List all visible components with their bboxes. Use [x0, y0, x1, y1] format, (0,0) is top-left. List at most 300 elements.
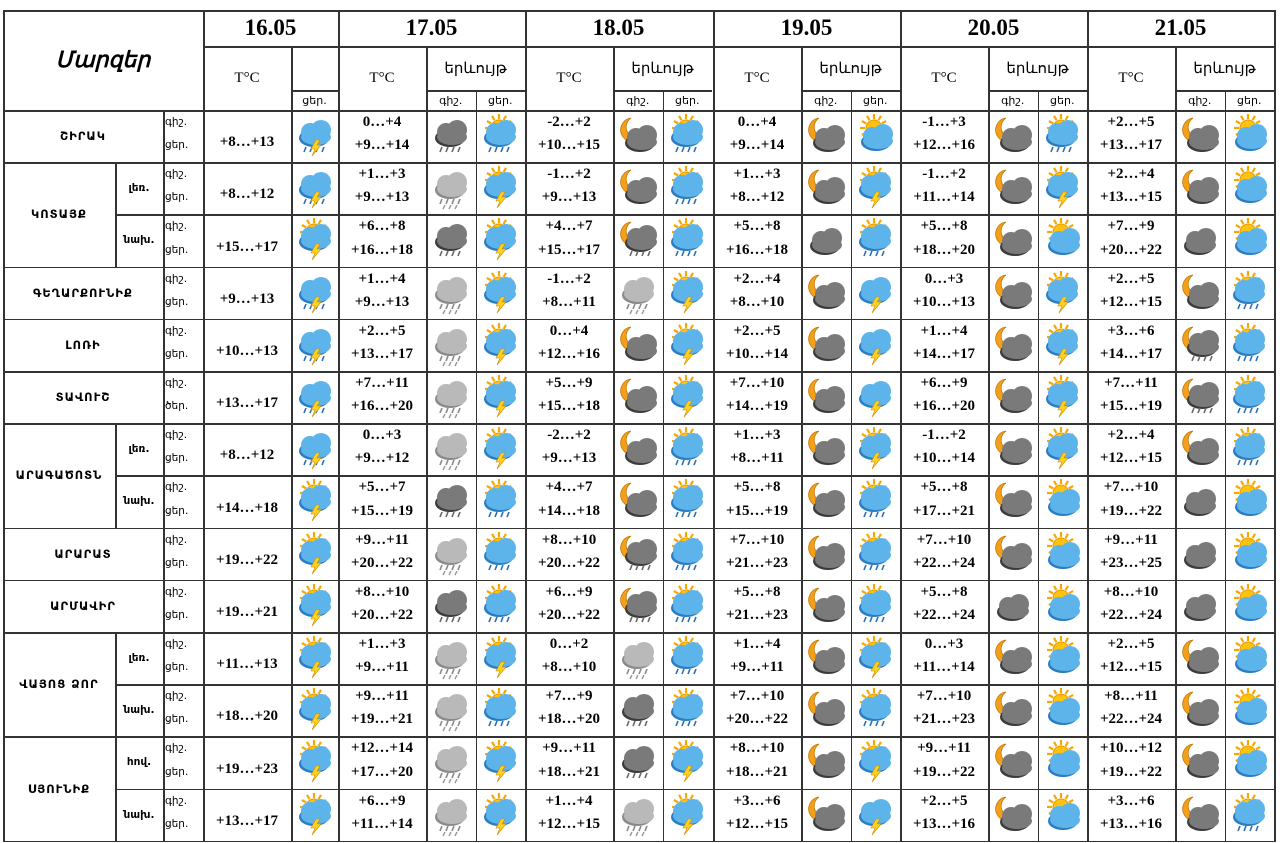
cloud-heavy-rain-icon [430, 532, 472, 576]
temperature-day: +20…+22 [537, 606, 601, 623]
moon-cloud-icon [992, 166, 1034, 210]
night-label: գիշ. [1001, 93, 1025, 107]
sun-cloud-rain-icon [851, 217, 901, 263]
sun-cloud-lightning-icon [666, 271, 708, 315]
cloud-rain-icon [613, 739, 663, 785]
moon-cloud-icon [801, 322, 851, 368]
moon-cloud-icon [801, 270, 851, 316]
temperature-night: +4…+7 [545, 218, 593, 235]
temperature-night: -1…+2 [547, 270, 591, 287]
moon-cloud-icon [1179, 793, 1221, 837]
temperature-night: 0…+3 [924, 636, 964, 652]
day-label: ցեր. [302, 93, 327, 107]
cloud-rain-icon [430, 479, 472, 523]
temperature-day: +20…+22 [725, 711, 789, 728]
day-label: ցեր. [165, 243, 189, 256]
temperature-night: +2…+5 [358, 322, 406, 339]
grid-line [1274, 10, 1276, 842]
moon-cloud-icon [801, 687, 851, 733]
zone-label: նախ. [123, 808, 155, 821]
grid-line [115, 423, 117, 527]
sun-cloud-icon [1225, 165, 1275, 211]
sun-cloud-lightning-icon [291, 531, 338, 577]
sun-cloud-lightning-icon [476, 217, 526, 263]
day-label: ցեր. [165, 765, 189, 778]
temperature-day: +13…+16 [912, 815, 976, 832]
moon-cloud-icon [617, 114, 659, 158]
sun-cloud-icon [1225, 739, 1275, 785]
moon-cloud-icon [805, 479, 847, 523]
sun-cloud-icon [1041, 688, 1083, 732]
region-name: ԱՐԱՐԱՏ [54, 546, 112, 561]
temperature-night: 0…+4 [362, 114, 402, 130]
grid-line [1038, 90, 1040, 841]
temperature-day: +16…+20 [912, 398, 976, 415]
temperature-night: +5…+8 [733, 583, 781, 600]
temperature-night: +9…+11 [355, 531, 409, 548]
cloud-lightning-icon [851, 270, 901, 316]
sun-cloud-lightning-icon [291, 687, 338, 733]
grid-line [115, 214, 1274, 216]
temperature-night: +5…+8 [920, 218, 968, 235]
cloud-rain-lightning-icon [294, 166, 336, 210]
temperature-day: +9…+11 [730, 659, 784, 676]
cloud-icon [801, 217, 851, 263]
temperature-day: +9…+11 [355, 659, 409, 676]
sun-cloud-lightning-icon [479, 271, 521, 315]
temp-header: T°C [556, 69, 582, 86]
moon-cloud-icon [1179, 166, 1221, 210]
sun-cloud-rain-icon [1225, 270, 1275, 316]
temperature-day: +14…+18 [215, 499, 279, 516]
grid-line [291, 46, 293, 841]
temperature-day: +9…+13 [219, 290, 275, 307]
day-label: ցեր. [165, 817, 189, 830]
night-label: գիշ. [165, 220, 188, 233]
cloud-lightning-icon [854, 793, 896, 837]
sun-cloud-lightning-icon [476, 374, 526, 420]
sun-cloud-lightning-icon [294, 218, 336, 262]
cloud-lightning-icon [851, 792, 901, 838]
temperature-night: +7…+9 [1107, 218, 1155, 235]
temperature-night: -2…+2 [547, 427, 591, 444]
sun-cloud-rain-icon [1038, 113, 1088, 159]
temperature-night: +2…+4 [1107, 427, 1155, 444]
moon-cloud-icon [805, 166, 847, 210]
cloud-heavy-rain-icon [430, 271, 472, 315]
moon-cloud-icon [805, 323, 847, 367]
moon-cloud-icon [1175, 270, 1225, 316]
temperature-night: +8…+10 [729, 740, 785, 757]
temperature-day: +16…+20 [350, 398, 414, 415]
grid-line [3, 110, 1274, 112]
temperature-day: +12…+15 [1099, 293, 1163, 310]
temperature-day: +18…+21 [725, 763, 789, 780]
region-name: ՇԻՐԱԿ [59, 129, 106, 144]
temperature-day: +20…+22 [537, 554, 601, 571]
temperature-day: +20…+22 [350, 606, 414, 623]
region-name: ԱՐԱԳԱԾՈՏՆ [15, 468, 103, 483]
moon-cloud-rain-icon [1179, 323, 1221, 367]
moon-cloud-icon [1179, 114, 1221, 158]
sun-cloud-lightning-icon [1038, 270, 1088, 316]
sun-cloud-icon [1041, 793, 1083, 837]
temperature-night: 0…+4 [549, 322, 589, 339]
moon-cloud-icon [805, 636, 847, 680]
sun-cloud-icon [1225, 113, 1275, 159]
temperature-day: +15…+19 [1099, 398, 1163, 415]
cloud-heavy-rain-icon [430, 636, 472, 680]
temperature-day: +16…+18 [725, 241, 789, 258]
temperature-night: +9…+11 [542, 740, 596, 757]
sun-cloud-rain-icon [666, 479, 708, 523]
grid-line [163, 110, 165, 841]
sun-cloud-rain-icon [476, 113, 526, 159]
sun-cloud-rain-icon [666, 166, 708, 210]
grid-line [338, 10, 340, 841]
grid-line [900, 10, 902, 841]
temperature-day: +11…+13 [216, 656, 278, 673]
moon-cloud-icon [988, 165, 1038, 211]
day-label: ցեր. [165, 347, 189, 360]
cloud-rain-icon [426, 583, 476, 629]
cloud-heavy-rain-icon [613, 635, 663, 681]
temperature-night: +2…+4 [1107, 166, 1155, 183]
phenomenon-header: երևույթ [1006, 60, 1069, 77]
temperature-day: +19…+22 [215, 551, 279, 568]
sun-cloud-lightning-icon [854, 427, 896, 471]
temperature-day: +18…+20 [215, 708, 279, 725]
temperature-day: +19…+23 [215, 760, 279, 777]
moon-cloud-icon [992, 218, 1034, 262]
moon-cloud-icon [801, 478, 851, 524]
cloud-icon [1175, 531, 1225, 577]
moon-cloud-icon [1175, 113, 1225, 159]
temperature-day: +8…+11 [730, 450, 784, 467]
temperature-day: +12…+16 [537, 345, 601, 362]
moon-cloud-icon [992, 271, 1034, 315]
temperature-night: +5…+7 [358, 479, 406, 496]
moon-cloud-rain-icon [613, 583, 663, 629]
grid-line [203, 46, 1274, 48]
moon-cloud-icon [988, 270, 1038, 316]
temperature-day: +14…+18 [537, 502, 601, 519]
sun-cloud-rain-icon [1228, 271, 1270, 315]
cloud-rain-icon [617, 688, 659, 732]
cloud-rain-lightning-icon [294, 114, 336, 158]
sun-cloud-rain-icon [854, 688, 896, 732]
date-header: 17.05 [405, 15, 458, 40]
moon-cloud-icon [988, 687, 1038, 733]
sun-cloud-lightning-icon [1041, 323, 1083, 367]
sun-cloud-rain-icon [854, 479, 896, 523]
temperature-day: +8…+12 [729, 189, 785, 206]
temperature-day: +9…+13 [354, 293, 410, 310]
moon-cloud-icon [1175, 635, 1225, 681]
sun-cloud-rain-icon [663, 583, 713, 629]
sun-cloud-rain-icon [663, 165, 713, 211]
sun-cloud-rain-icon [479, 584, 521, 628]
moon-cloud-icon [801, 426, 851, 472]
sun-cloud-lightning-icon [476, 792, 526, 838]
phenomenon-header: երևույթ [631, 60, 694, 77]
temperature-night: +2…+5 [1107, 270, 1155, 287]
temperature-day: +9…+14 [354, 137, 410, 154]
sun-cloud-lightning-icon [294, 532, 336, 576]
temperature-night: +1…+3 [733, 166, 781, 183]
cloud-heavy-rain-icon [430, 740, 472, 784]
header-regions: Մարզեր [55, 47, 151, 72]
moon-cloud-icon [1179, 271, 1221, 315]
moon-cloud-icon [992, 375, 1034, 419]
sun-cloud-lightning-icon [663, 792, 713, 838]
date-header: 20.05 [967, 15, 1020, 40]
day-label: ցեր. [675, 93, 700, 107]
temperature-night: -1…+2 [922, 166, 966, 183]
sun-cloud-rain-icon [854, 584, 896, 628]
sun-cloud-rain-icon [1228, 793, 1270, 837]
cloud-icon [1175, 478, 1225, 524]
sun-cloud-lightning-icon [1041, 375, 1083, 419]
moon-cloud-icon [805, 688, 847, 732]
moon-cloud-icon [805, 271, 847, 315]
cloud-heavy-rain-icon [426, 426, 476, 472]
sun-cloud-rain-icon [479, 114, 521, 158]
cloud-rain-icon [426, 478, 476, 524]
cloud-lightning-icon [854, 375, 896, 419]
moon-cloud-icon [992, 479, 1034, 523]
moon-cloud-icon [988, 426, 1038, 472]
temperature-night: +1…+4 [545, 792, 593, 809]
cloud-rain-icon [430, 584, 472, 628]
temperature-day: +18…+20 [912, 241, 976, 258]
cloud-icon [1175, 583, 1225, 629]
sun-cloud-lightning-icon [291, 217, 338, 263]
temperature-day: +9…+14 [729, 137, 785, 154]
sun-cloud-icon [1228, 532, 1270, 576]
temperature-day: +22…+24 [912, 606, 976, 623]
temperature-day: +17…+20 [350, 763, 414, 780]
zone-label: նախ. [123, 495, 155, 508]
sun-cloud-rain-icon [854, 218, 896, 262]
sun-cloud-rain-icon [479, 532, 521, 576]
sun-cloud-lightning-icon [1038, 322, 1088, 368]
sun-cloud-rain-icon [1225, 374, 1275, 420]
temperature-day: +11…+14 [913, 659, 975, 676]
temperature-night: +9…+11 [1104, 531, 1158, 548]
temp-header: T°C [1118, 69, 1144, 86]
cloud-heavy-rain-icon [613, 270, 663, 316]
sun-cloud-lightning-icon [666, 793, 708, 837]
grid-line [115, 789, 1274, 791]
cloud-lightning-icon [851, 374, 901, 420]
cloud-rain-lightning-icon [294, 323, 336, 367]
moon-cloud-icon [1179, 636, 1221, 680]
temperature-day: +9…+13 [541, 189, 597, 206]
night-label: գիշ. [439, 93, 463, 107]
sun-cloud-rain-icon [663, 635, 713, 681]
night-label: գիշ. [165, 481, 188, 494]
sun-cloud-rain-icon [663, 687, 713, 733]
sun-cloud-icon [1228, 114, 1270, 158]
temperature-night: +2…+5 [1107, 636, 1155, 652]
moon-cloud-rain-icon [617, 218, 659, 262]
temperature-day: +15…+18 [537, 398, 601, 415]
cloud-rain-icon [430, 114, 472, 158]
moon-cloud-icon [988, 531, 1038, 577]
temperature-night: +1…+3 [358, 166, 406, 183]
temperature-day: +19…+22 [1099, 763, 1163, 780]
cloud-heavy-rain-icon [617, 793, 659, 837]
moon-cloud-icon [805, 114, 847, 158]
temperature-night: +2…+5 [920, 792, 968, 809]
sun-cloud-rain-icon [851, 583, 901, 629]
day-label: ցեր. [165, 504, 189, 517]
cloud-heavy-rain-icon [430, 323, 472, 367]
temperature-day: +15…+19 [725, 502, 789, 519]
cloud-heavy-rain-icon [426, 531, 476, 577]
cloud-heavy-rain-icon [426, 374, 476, 420]
night-label: գիշ. [1188, 93, 1212, 107]
sun-cloud-lightning-icon [663, 739, 713, 785]
moon-cloud-icon [988, 739, 1038, 785]
temperature-night: +1…+3 [733, 427, 781, 444]
grid-line [3, 10, 5, 842]
grid-line [851, 90, 853, 841]
zone-label: նախ. [123, 704, 155, 717]
temperature-night: +6…+9 [358, 792, 406, 809]
sun-cloud-rain-icon [666, 532, 708, 576]
day-label: ցեր. [863, 93, 888, 107]
grid-line [801, 46, 803, 841]
day-label: ցեր. [165, 556, 189, 569]
sun-cloud-rain-icon [663, 426, 713, 472]
sun-cloud-rain-icon [1225, 792, 1275, 838]
grid-line [115, 475, 1274, 477]
moon-cloud-rain-icon [617, 532, 659, 576]
temperature-day: +10…+14 [912, 450, 976, 467]
night-label: գիշ. [626, 93, 650, 107]
night-label: գիշ. [165, 638, 188, 650]
temperature-day: +14…+19 [725, 398, 789, 415]
sun-cloud-rain-icon [663, 531, 713, 577]
day-label: ցեր. [165, 661, 189, 674]
temperature-day: +15…+19 [350, 502, 414, 519]
grid-line [115, 684, 1274, 686]
moon-cloud-icon [992, 740, 1034, 784]
date-header: 16.05 [244, 15, 297, 40]
sun-cloud-lightning-icon [666, 323, 708, 367]
temperature-day: +12…+15 [1099, 450, 1163, 467]
sun-cloud-lightning-icon [479, 218, 521, 262]
temperature-day: +14…+17 [912, 345, 976, 362]
day-label: ցեր. [165, 295, 189, 308]
sun-cloud-lightning-icon [479, 793, 521, 837]
sun-cloud-rain-icon [666, 218, 708, 262]
moon-cloud-icon [805, 584, 847, 628]
temperature-day: +10…+13 [912, 293, 976, 310]
grid-line [663, 90, 665, 841]
temp-header: T°C [234, 69, 260, 86]
region-name: ԿՈՏԱՅՔ [31, 207, 87, 222]
sun-cloud-lightning-icon [291, 583, 338, 629]
sun-cloud-icon [1228, 218, 1270, 262]
sun-cloud-icon [1038, 531, 1088, 577]
moon-cloud-icon [805, 427, 847, 471]
temperature-night: +7…+10 [729, 688, 785, 705]
temperature-day: +13…+17 [215, 812, 279, 829]
moon-cloud-icon [617, 479, 659, 523]
moon-cloud-icon [992, 427, 1034, 471]
sun-cloud-lightning-icon [291, 635, 338, 681]
temperature-day: +12…+16 [912, 137, 976, 154]
sun-cloud-lightning-icon [476, 635, 526, 681]
temperature-day: +8…+13 [219, 134, 275, 151]
sun-cloud-lightning-icon [294, 793, 336, 837]
grid-line [115, 736, 117, 840]
night-label: գիշ. [165, 690, 188, 703]
moon-cloud-icon [801, 739, 851, 785]
moon-cloud-icon [613, 322, 663, 368]
sun-cloud-lightning-icon [1041, 271, 1083, 315]
temperature-night: +12…+14 [350, 740, 414, 757]
moon-cloud-rain-icon [1175, 374, 1225, 420]
temperature-day: +12…+15 [725, 815, 789, 832]
temperature-day: +13…+17 [215, 395, 279, 412]
temperature-day: +17…+21 [912, 502, 976, 519]
cloud-heavy-rain-icon [426, 635, 476, 681]
moon-cloud-icon [801, 165, 851, 211]
sun-cloud-icon [854, 114, 896, 158]
sun-cloud-lightning-icon [476, 426, 526, 472]
moon-cloud-icon [805, 532, 847, 576]
sun-cloud-rain-icon [851, 478, 901, 524]
temperature-night: +3…+6 [1107, 792, 1155, 809]
temperature-day: +8…+10 [729, 293, 785, 310]
temperature-night: +9…+11 [917, 740, 971, 757]
cloud-heavy-rain-icon [617, 271, 659, 315]
temperature-night: +7…+10 [1103, 479, 1159, 496]
sun-cloud-lightning-icon [476, 270, 526, 316]
sun-cloud-icon [1041, 636, 1083, 680]
date-header: 18.05 [592, 15, 645, 40]
temperature-day: +23…+25 [1099, 554, 1163, 571]
night-label: գիշ. [165, 742, 188, 755]
grid-line [203, 10, 205, 841]
region-name: ՏԱՎՈՒՇ [55, 390, 111, 405]
temperature-night: +5…+9 [545, 375, 593, 391]
temperature-day: +21…+23 [725, 606, 789, 623]
region-name: ԳԵՂԱՐՔՈՒՆԻՔ [33, 285, 133, 300]
moon-cloud-icon [801, 374, 851, 420]
sun-cloud-lightning-icon [851, 426, 901, 472]
cloud-heavy-rain-icon [426, 270, 476, 316]
sun-cloud-lightning-icon [851, 165, 901, 211]
temperature-night: 0…+4 [737, 114, 777, 130]
moon-cloud-icon [992, 323, 1034, 367]
cloud-rain-lightning-icon [291, 374, 338, 420]
sun-cloud-rain-icon [1228, 427, 1270, 471]
temperature-night: +4…+7 [545, 479, 593, 496]
sun-cloud-lightning-icon [291, 792, 338, 838]
temperature-night: +2…+4 [733, 270, 781, 287]
temperature-night: 0…+3 [924, 270, 964, 287]
sun-cloud-lightning-icon [663, 322, 713, 368]
grid-line [3, 10, 203, 12]
temperature-day: +10…+14 [725, 345, 789, 362]
sun-cloud-lightning-icon [291, 739, 338, 785]
temperature-night: +5…+8 [733, 218, 781, 235]
